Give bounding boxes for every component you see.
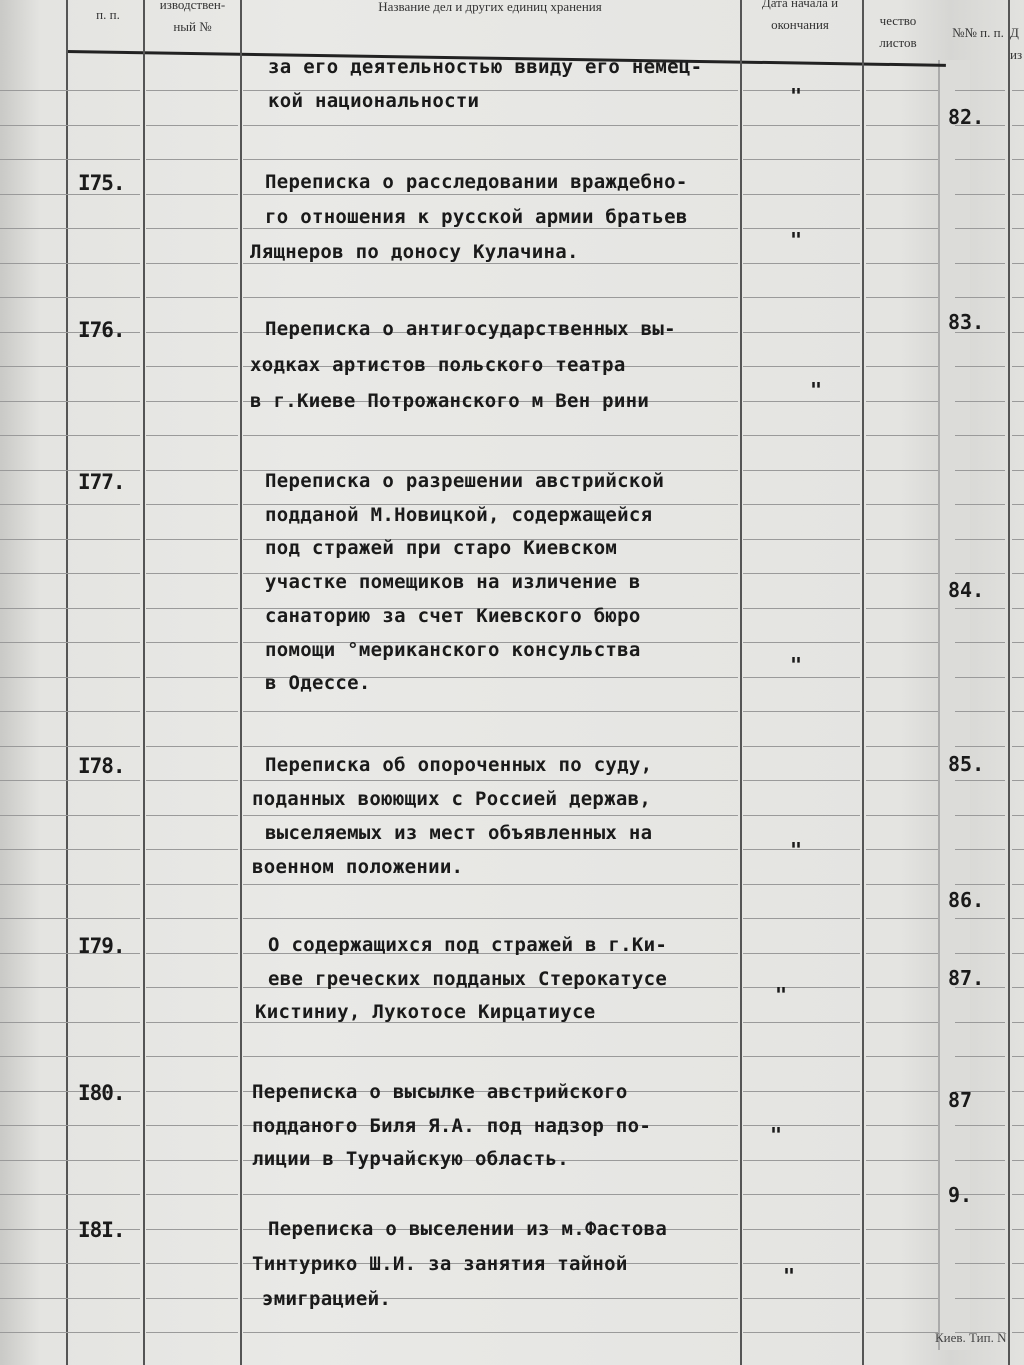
entry-text-line: под стражей при старо Киевском (265, 537, 618, 559)
ruled-line (0, 435, 140, 436)
ruled-line (955, 297, 1005, 298)
ruled-line (866, 194, 938, 195)
ruled-line (243, 918, 738, 919)
ditto-mark: " (790, 653, 803, 677)
entry-text-line: Кистиниу, Лукотосе Кирцатиусе (255, 1001, 596, 1023)
ruled-line (866, 297, 938, 298)
ruled-line (1012, 194, 1024, 195)
ruled-line (866, 159, 938, 160)
ruled-line (0, 711, 140, 712)
ruled-line (0, 987, 140, 988)
ruled-line (243, 435, 738, 436)
ruled-line (0, 849, 140, 850)
header-col-date: Дата начала и окончания (761, 0, 839, 32)
ruled-line (146, 1194, 238, 1195)
ruled-line (743, 435, 860, 436)
ruled-line (866, 1194, 938, 1195)
ruled-line (146, 1332, 238, 1333)
ruled-line (743, 711, 860, 712)
printer-footer: Киев. Тип. N (935, 1330, 1007, 1345)
ruled-line (866, 1263, 938, 1264)
ruled-line (0, 90, 140, 91)
ruled-line (743, 918, 860, 919)
ruled-line (743, 1263, 860, 1264)
ruled-line (955, 1298, 1005, 1299)
ditto-mark: " (790, 84, 803, 108)
ruled-line (243, 159, 738, 160)
ruled-line (146, 159, 238, 160)
right-item-number: 82. (948, 105, 985, 129)
entry-text-line: поданных воюющих с Россией держав, (252, 788, 652, 810)
ruled-line (146, 470, 238, 471)
ruled-line (146, 884, 238, 885)
ruled-line (243, 1194, 738, 1195)
ruled-line (743, 815, 860, 816)
ruled-line (743, 608, 860, 609)
ruled-line (1012, 401, 1024, 402)
ruled-line (146, 263, 238, 264)
ruled-line (955, 918, 1005, 919)
ruled-line (955, 159, 1005, 160)
ruled-line (146, 1229, 238, 1230)
right-item-number: 84. (948, 578, 985, 602)
entry-number: I8I. (78, 1218, 125, 1242)
ruled-line (743, 987, 860, 988)
ruled-line (146, 780, 238, 781)
ruled-line (866, 677, 938, 678)
ruled-line (866, 263, 938, 264)
ditto-mark: " (775, 983, 788, 1007)
entry-text-line: за его деятельностью ввиду его немец- (268, 56, 703, 78)
right-item-number: 9. (948, 1183, 973, 1207)
ruled-line (1012, 573, 1024, 574)
ruled-line (743, 1056, 860, 1057)
ruled-line (866, 1229, 938, 1230)
ruled-line (146, 297, 238, 298)
entry-text-line: кой национальности (268, 90, 480, 112)
ruled-line (146, 1263, 238, 1264)
ruled-line (146, 90, 238, 91)
entry-number: I75. (78, 171, 125, 195)
ruled-line (1012, 918, 1024, 919)
ruled-line (743, 1298, 860, 1299)
ruled-line (146, 642, 238, 643)
ruled-line (1012, 677, 1024, 678)
ruled-line (1012, 953, 1024, 954)
ruled-line (955, 539, 1005, 540)
ruled-line (146, 1056, 238, 1057)
ruled-line (955, 573, 1005, 574)
ruled-line (146, 366, 238, 367)
ruled-line (866, 90, 938, 91)
ruled-line (743, 366, 860, 367)
ruled-line (743, 1194, 860, 1195)
ruled-line (243, 125, 738, 126)
ruled-line (0, 918, 140, 919)
ruled-line (955, 780, 1005, 781)
entry-text-line: в Одессе. (265, 672, 371, 694)
ruled-line (955, 90, 1005, 91)
ruled-line (146, 918, 238, 919)
ruled-line (146, 194, 238, 195)
ruled-line (955, 677, 1005, 678)
ditto-mark: " (770, 1123, 783, 1147)
ruled-line (1012, 1229, 1024, 1230)
ruled-line (146, 1022, 238, 1023)
ruled-line (0, 573, 140, 574)
ruled-line (955, 1022, 1005, 1023)
ruled-line (146, 1160, 238, 1161)
ruled-line (955, 1229, 1005, 1230)
entry-text-line: О содержащихся под стражей в г.Ки- (268, 934, 668, 956)
ruled-line (0, 297, 140, 298)
ruled-line (955, 1160, 1005, 1161)
ruled-line (0, 1160, 140, 1161)
ruled-line (146, 401, 238, 402)
entry-number: I78. (78, 754, 125, 778)
ruled-line (0, 1194, 140, 1195)
ruled-line (743, 297, 860, 298)
ruled-line (1012, 987, 1024, 988)
ruled-line (1012, 435, 1024, 436)
ruled-line (1012, 297, 1024, 298)
ruled-line (243, 263, 738, 264)
ruled-line (1012, 125, 1024, 126)
ruled-line (1012, 228, 1024, 229)
ruled-line (955, 746, 1005, 747)
ruled-line (866, 228, 938, 229)
ruled-line (0, 1332, 140, 1333)
entry-text-line: участке помещиков на изличение в (265, 571, 641, 593)
column-rule (862, 0, 864, 1365)
ruled-line (955, 263, 1005, 264)
ruled-line (955, 608, 1005, 609)
header-col-sheets: чество листов (879, 13, 917, 50)
ruled-line (866, 504, 938, 505)
header-col-num: п. п. (96, 7, 120, 22)
entry-text-line: Переписка о высылке австрийского (252, 1081, 628, 1103)
ruled-line (243, 884, 738, 885)
next-page-edge (938, 60, 973, 1350)
ruled-line (955, 401, 1005, 402)
entry-text-line: помощи °мериканского консульства (265, 639, 641, 661)
ruled-line (0, 366, 140, 367)
ruled-line (1012, 849, 1024, 850)
ruled-line (146, 711, 238, 712)
ruled-line (743, 1022, 860, 1023)
ruled-line (1012, 90, 1024, 91)
ruled-line (955, 884, 1005, 885)
entry-text-line: Переписка о выселении из м.Фастова (268, 1218, 668, 1240)
ruled-line (955, 504, 1005, 505)
ruled-line (955, 642, 1005, 643)
header-col-extra: Д из (1010, 25, 1023, 62)
ruled-line (0, 228, 140, 229)
ruled-line (243, 815, 738, 816)
ruled-line (146, 677, 238, 678)
ruled-line (743, 746, 860, 747)
ruled-line (866, 401, 938, 402)
ruled-line (0, 401, 140, 402)
ruled-line (0, 159, 140, 160)
ruled-line (1012, 366, 1024, 367)
ruled-line (0, 1056, 140, 1057)
ruled-line (866, 849, 938, 850)
entry-text-line: ходках артистов польского театра (250, 354, 626, 376)
ruled-line (1012, 815, 1024, 816)
ruled-line (743, 539, 860, 540)
ruled-line (1012, 1160, 1024, 1161)
ruled-line (866, 918, 938, 919)
ruled-line (243, 297, 738, 298)
ruled-line (1012, 608, 1024, 609)
ruled-line (866, 332, 938, 333)
ruled-line (1012, 1125, 1024, 1126)
ruled-line (743, 1091, 860, 1092)
ruled-line (743, 677, 860, 678)
ruled-line (955, 953, 1005, 954)
ruled-line (866, 884, 938, 885)
ruled-line (0, 1263, 140, 1264)
entry-text-line: Переписка о антигосударственных вы- (265, 318, 676, 340)
entry-text-line: Переписка о расследовании враждебно- (265, 171, 688, 193)
header-col-num2: №№ п. п. (952, 25, 1004, 40)
entry-text-line: в г.Киеве Потрожанского м Вен рини (250, 390, 650, 412)
ruled-line (955, 815, 1005, 816)
ruled-line (743, 884, 860, 885)
ruled-line (743, 332, 860, 333)
ruled-line (955, 1056, 1005, 1057)
ruled-line (866, 1056, 938, 1057)
entry-text-line: Переписка об опороченных по суду, (265, 754, 653, 776)
ruled-line (1012, 332, 1024, 333)
ruled-line (955, 470, 1005, 471)
ruled-line (866, 746, 938, 747)
ruled-line (743, 125, 860, 126)
ruled-line (146, 539, 238, 540)
ruled-line (0, 1298, 140, 1299)
ruled-line (0, 1125, 140, 1126)
entry-text-line: Тинтурико Ш.И. за занятия тайной (252, 1253, 628, 1275)
ruled-line (1012, 539, 1024, 540)
ruled-line (1012, 470, 1024, 471)
ruled-line (146, 1125, 238, 1126)
ruled-line (955, 366, 1005, 367)
ruled-line (1012, 263, 1024, 264)
ruled-line (1012, 746, 1024, 747)
ruled-line (146, 815, 238, 816)
ruled-line (1012, 1332, 1024, 1333)
ruled-line (146, 953, 238, 954)
ruled-line (1012, 780, 1024, 781)
ruled-line (743, 780, 860, 781)
ruled-line (866, 642, 938, 643)
ruled-line (1012, 1298, 1024, 1299)
ruled-line (866, 815, 938, 816)
ruled-line (1012, 1091, 1024, 1092)
ruled-line (243, 1056, 738, 1057)
entry-number: I80. (78, 1081, 125, 1105)
entry-text-line: го отношения к русской армии братьев (265, 206, 688, 228)
ruled-line (146, 125, 238, 126)
right-item-number: 85. (948, 752, 985, 776)
ruled-line (866, 1022, 938, 1023)
ruled-line (0, 746, 140, 747)
ruled-line (1012, 884, 1024, 885)
ruled-line (955, 1263, 1005, 1264)
ruled-line (743, 1160, 860, 1161)
ruled-line (866, 435, 938, 436)
header-col-title: Название дел и других единиц хранения (378, 0, 602, 14)
right-item-number: 87. (948, 966, 985, 990)
ruled-line (955, 194, 1005, 195)
right-item-number: 87 (948, 1088, 973, 1112)
ruled-line (146, 608, 238, 609)
ruled-line (0, 815, 140, 816)
ruled-line (866, 711, 938, 712)
ruled-line (866, 1091, 938, 1092)
ruled-line (243, 849, 738, 850)
ruled-line (0, 608, 140, 609)
ruled-line (743, 401, 860, 402)
ruled-line (0, 642, 140, 643)
right-item-number: 86. (948, 888, 985, 912)
ruled-line (866, 1332, 938, 1333)
entry-text-line: военном положении. (252, 856, 464, 878)
ruled-line (743, 263, 860, 264)
entry-text-line: Лящнеров по доносу Кулачина. (250, 241, 579, 263)
ruled-line (866, 608, 938, 609)
column-rule (1008, 0, 1010, 1365)
ruled-line (955, 849, 1005, 850)
ruled-line (1012, 1263, 1024, 1264)
ruled-line (0, 780, 140, 781)
column-rule (740, 0, 742, 1365)
ruled-line (1012, 1022, 1024, 1023)
ruled-line (146, 987, 238, 988)
ruled-line (743, 573, 860, 574)
ruled-line (243, 780, 738, 781)
ruled-line (0, 504, 140, 505)
ruled-line (146, 849, 238, 850)
entry-text-line: выселяемых из мест объявленных на (265, 822, 653, 844)
ruled-line (743, 194, 860, 195)
ruled-line (866, 366, 938, 367)
ditto-mark: " (790, 228, 803, 252)
ruled-line (0, 1022, 140, 1023)
ruled-line (146, 332, 238, 333)
ruled-line (743, 504, 860, 505)
ruled-line (1012, 642, 1024, 643)
ditto-mark: " (810, 378, 823, 402)
ruled-line (743, 953, 860, 954)
ruled-line (743, 159, 860, 160)
ruled-line (866, 953, 938, 954)
ruled-line (146, 746, 238, 747)
ruled-line (146, 1298, 238, 1299)
column-rule (240, 0, 242, 1365)
ruled-line (146, 573, 238, 574)
ruled-line (243, 194, 738, 195)
ruled-line (955, 435, 1005, 436)
ruled-line (866, 987, 938, 988)
ruled-line (743, 470, 860, 471)
ruled-line (866, 539, 938, 540)
ruled-line (1012, 1056, 1024, 1057)
ruled-line (146, 504, 238, 505)
ruled-line (955, 1125, 1005, 1126)
entry-text-line: еве греческих подданых Стерокатусе (268, 968, 668, 990)
column-rule (143, 0, 145, 1365)
ditto-mark: " (790, 838, 803, 862)
ruled-line (1012, 1194, 1024, 1195)
ruled-line (955, 228, 1005, 229)
entry-number: I77. (78, 470, 125, 494)
ruled-line (1012, 159, 1024, 160)
entry-text-line: подданого Биля Я.А. под надзор по- (252, 1115, 652, 1137)
ruled-line (0, 263, 140, 264)
entry-text-line: Переписка о разрешении австрийской (265, 470, 665, 492)
ditto-mark: " (783, 1264, 796, 1288)
ruled-line (743, 1125, 860, 1126)
entry-number: I76. (78, 318, 125, 342)
ruled-line (243, 228, 738, 229)
ruled-line (146, 435, 238, 436)
ruled-line (243, 1332, 738, 1333)
ruled-line (866, 1298, 938, 1299)
ruled-line (146, 1091, 238, 1092)
ruled-line (743, 1229, 860, 1230)
entry-text-line: подданой М.Новицкой, содержащейся (265, 504, 653, 526)
ruled-line (146, 228, 238, 229)
entry-text-line: эмиграцией. (262, 1288, 392, 1310)
header-col-prod: изводствен-ный № (159, 0, 226, 34)
ruled-line (0, 884, 140, 885)
ruled-line (743, 642, 860, 643)
ruled-line (866, 780, 938, 781)
ruled-line (866, 1160, 938, 1161)
ruled-line (743, 1332, 860, 1333)
ruled-line (866, 125, 938, 126)
ruled-line (243, 711, 738, 712)
ruled-line (866, 1125, 938, 1126)
right-item-number: 83. (948, 310, 985, 334)
ruled-line (243, 746, 738, 747)
ruled-line (0, 539, 140, 540)
ruled-line (955, 711, 1005, 712)
ruled-line (866, 470, 938, 471)
entry-text-line: лиции в Турчайскую область. (252, 1148, 569, 1170)
ruled-line (1012, 504, 1024, 505)
ruled-line (0, 125, 140, 126)
entry-text-line: санаторию за счет Киевского бюро (265, 605, 641, 627)
ruled-line (0, 677, 140, 678)
entry-number: I79. (78, 934, 125, 958)
ruled-line (866, 573, 938, 574)
ruled-line (1012, 711, 1024, 712)
